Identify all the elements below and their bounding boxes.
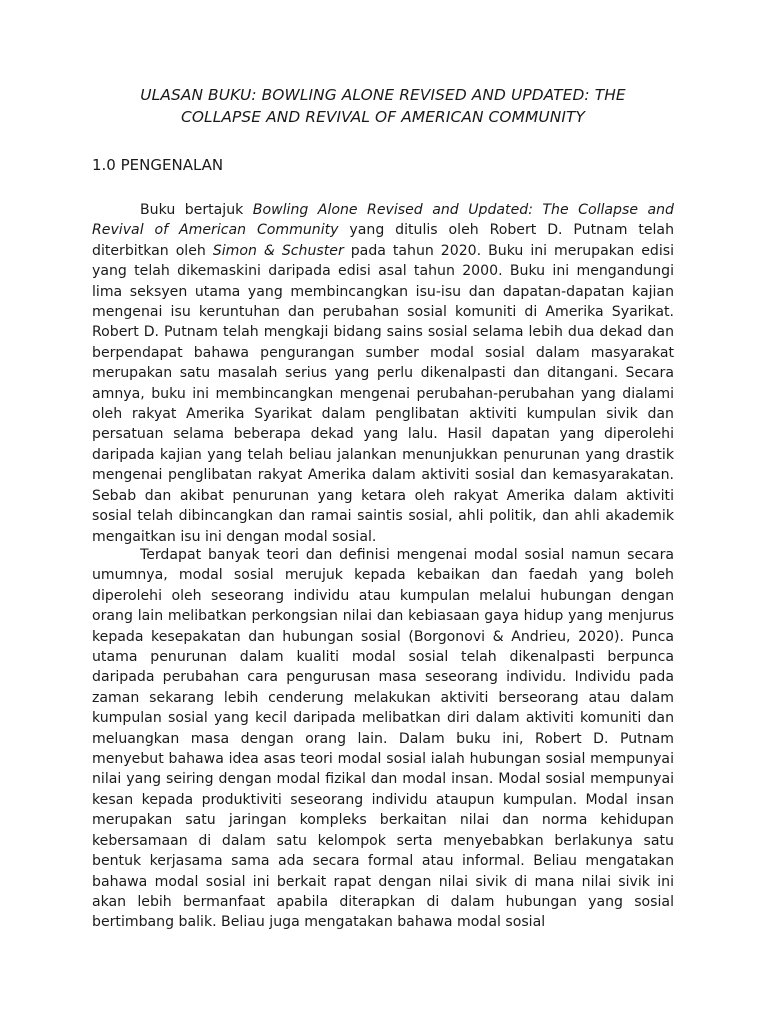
title-line-2: COLLAPSE AND REVIVAL OF AMERICAN COMMUNITY bbox=[181, 108, 585, 126]
para1-text-2: yang ditulis oleh Robert D. Putnam telah diterbitkan oleh bbox=[92, 222, 674, 259]
section-heading: 1.0 PENGENALAN bbox=[92, 156, 224, 174]
document-page bbox=[92, 84, 674, 931]
para1-text-3: pada tahun 2020. Buku ini merupakan edisi yang telah dikemaskini daripada edisi asal tahun 2000. Buku ini mengandungi lima seksyen utama yang membincangkan isu-isu dan dapatan-dapatan kajian mengenai isu keruntuhan dan perubahan sosial komuniti di Amerika Syarikat. Robert D. Putnam telah mengkaji bidang sains sosial selama lebih dua dekad dan berpendapat bahawa pengurangan sumber modal sosial dalam masyarakat merupakan satu masalah serius yang perlu dikenalpasti dan ditangani. Secara amnya, buku ini membincangkan mengenai perubahan-perubahan yang dialami oleh rakyat Amerika Syarikat dalam penglibatan aktiviti kumpulan sivik dan persatuan selama beberapa dekad yang lalu. Hasil dapatan yang diperolehi daripada kajian yang telah beliau jalankan menunjukkan penurunan yang drastik mengenai penglibatan rakyat Amerika dalam aktiviti sosial dan kemasyarakatan. Sebab dan akibat penurunan yang ketara oleh rakyat Amerika dalam aktiviti sosial telah dibincangkan dan ramai saintis sosial, ahli politik, dan ahli akademik mengaitkan isu ini dengan modal sosial. bbox=[92, 242, 674, 545]
paragraph-introduction bbox=[92, 200, 674, 547]
title-line-1: ULASAN BUKU: BOWLING ALONE REVISED AND UPDATED: THE bbox=[140, 86, 626, 104]
publisher-italic: Simon & Schuster bbox=[212, 242, 344, 259]
document-title bbox=[92, 84, 674, 128]
para1-text-1: Buku bertajuk bbox=[140, 202, 253, 218]
book-title-italic: Bowling Alone Revised and Updated: The Collapse and Revival of American Community bbox=[92, 202, 674, 239]
paragraph-social-capital: Terdapat banyak teori dan definisi mengenai modal sosial namun secara umumnya, modal sosial merujuk kepada kebaikan dan faedah yang boleh diperolehi oleh seseorang individu atau kumpulan melalui hubungan dengan orang lain melibatkan perkongsian nilai dan kebiasaan gaya hidup yang menjurus kepada kesepakatan dan hubungan sosial (Borgonovi & Andrieu, 2020). Punca utama penurunan dalam kualiti modal sosial telah dikenalpasti berpunca daripada perubahan cara pengurusan masa seseorang individu. Individu pada zaman sekarang lebih cenderung melakukan aktiviti berseorang atau dalam kumpulan sosial yang kecil daripada melibatkan diri dalam aktiviti komuniti dan meluangkan masa dengan orang lain. Dalam buku ini, Robert D. Putnam menyebut bahawa idea asas teori modal sosial ialah hubungan sosial mempunyai nilai yang seiring dengan modal fizikal dan modal insan. Modal sosial mempunyai kesan kepada produktiviti seseorang individu ataupun kumpulan. Modal insan merupakan satu jaringan kompleks berkaitan nilai dan norma kehidupan kebersamaan di dalam satu kelompok serta menyebabkan berlakunya satu bentuk kerjasama sama ada secara formal atau informal. Beliau mengatakan bahawa modal sosial ini berkait rapat dengan nilai sivik di mana nilai sivik ini akan lebih bermanfaat apabila diterapkan di dalam hubungan yang sosial bertimbang balik. Beliau juga mengatakan bahawa modal sosial bbox=[92, 547, 674, 931]
